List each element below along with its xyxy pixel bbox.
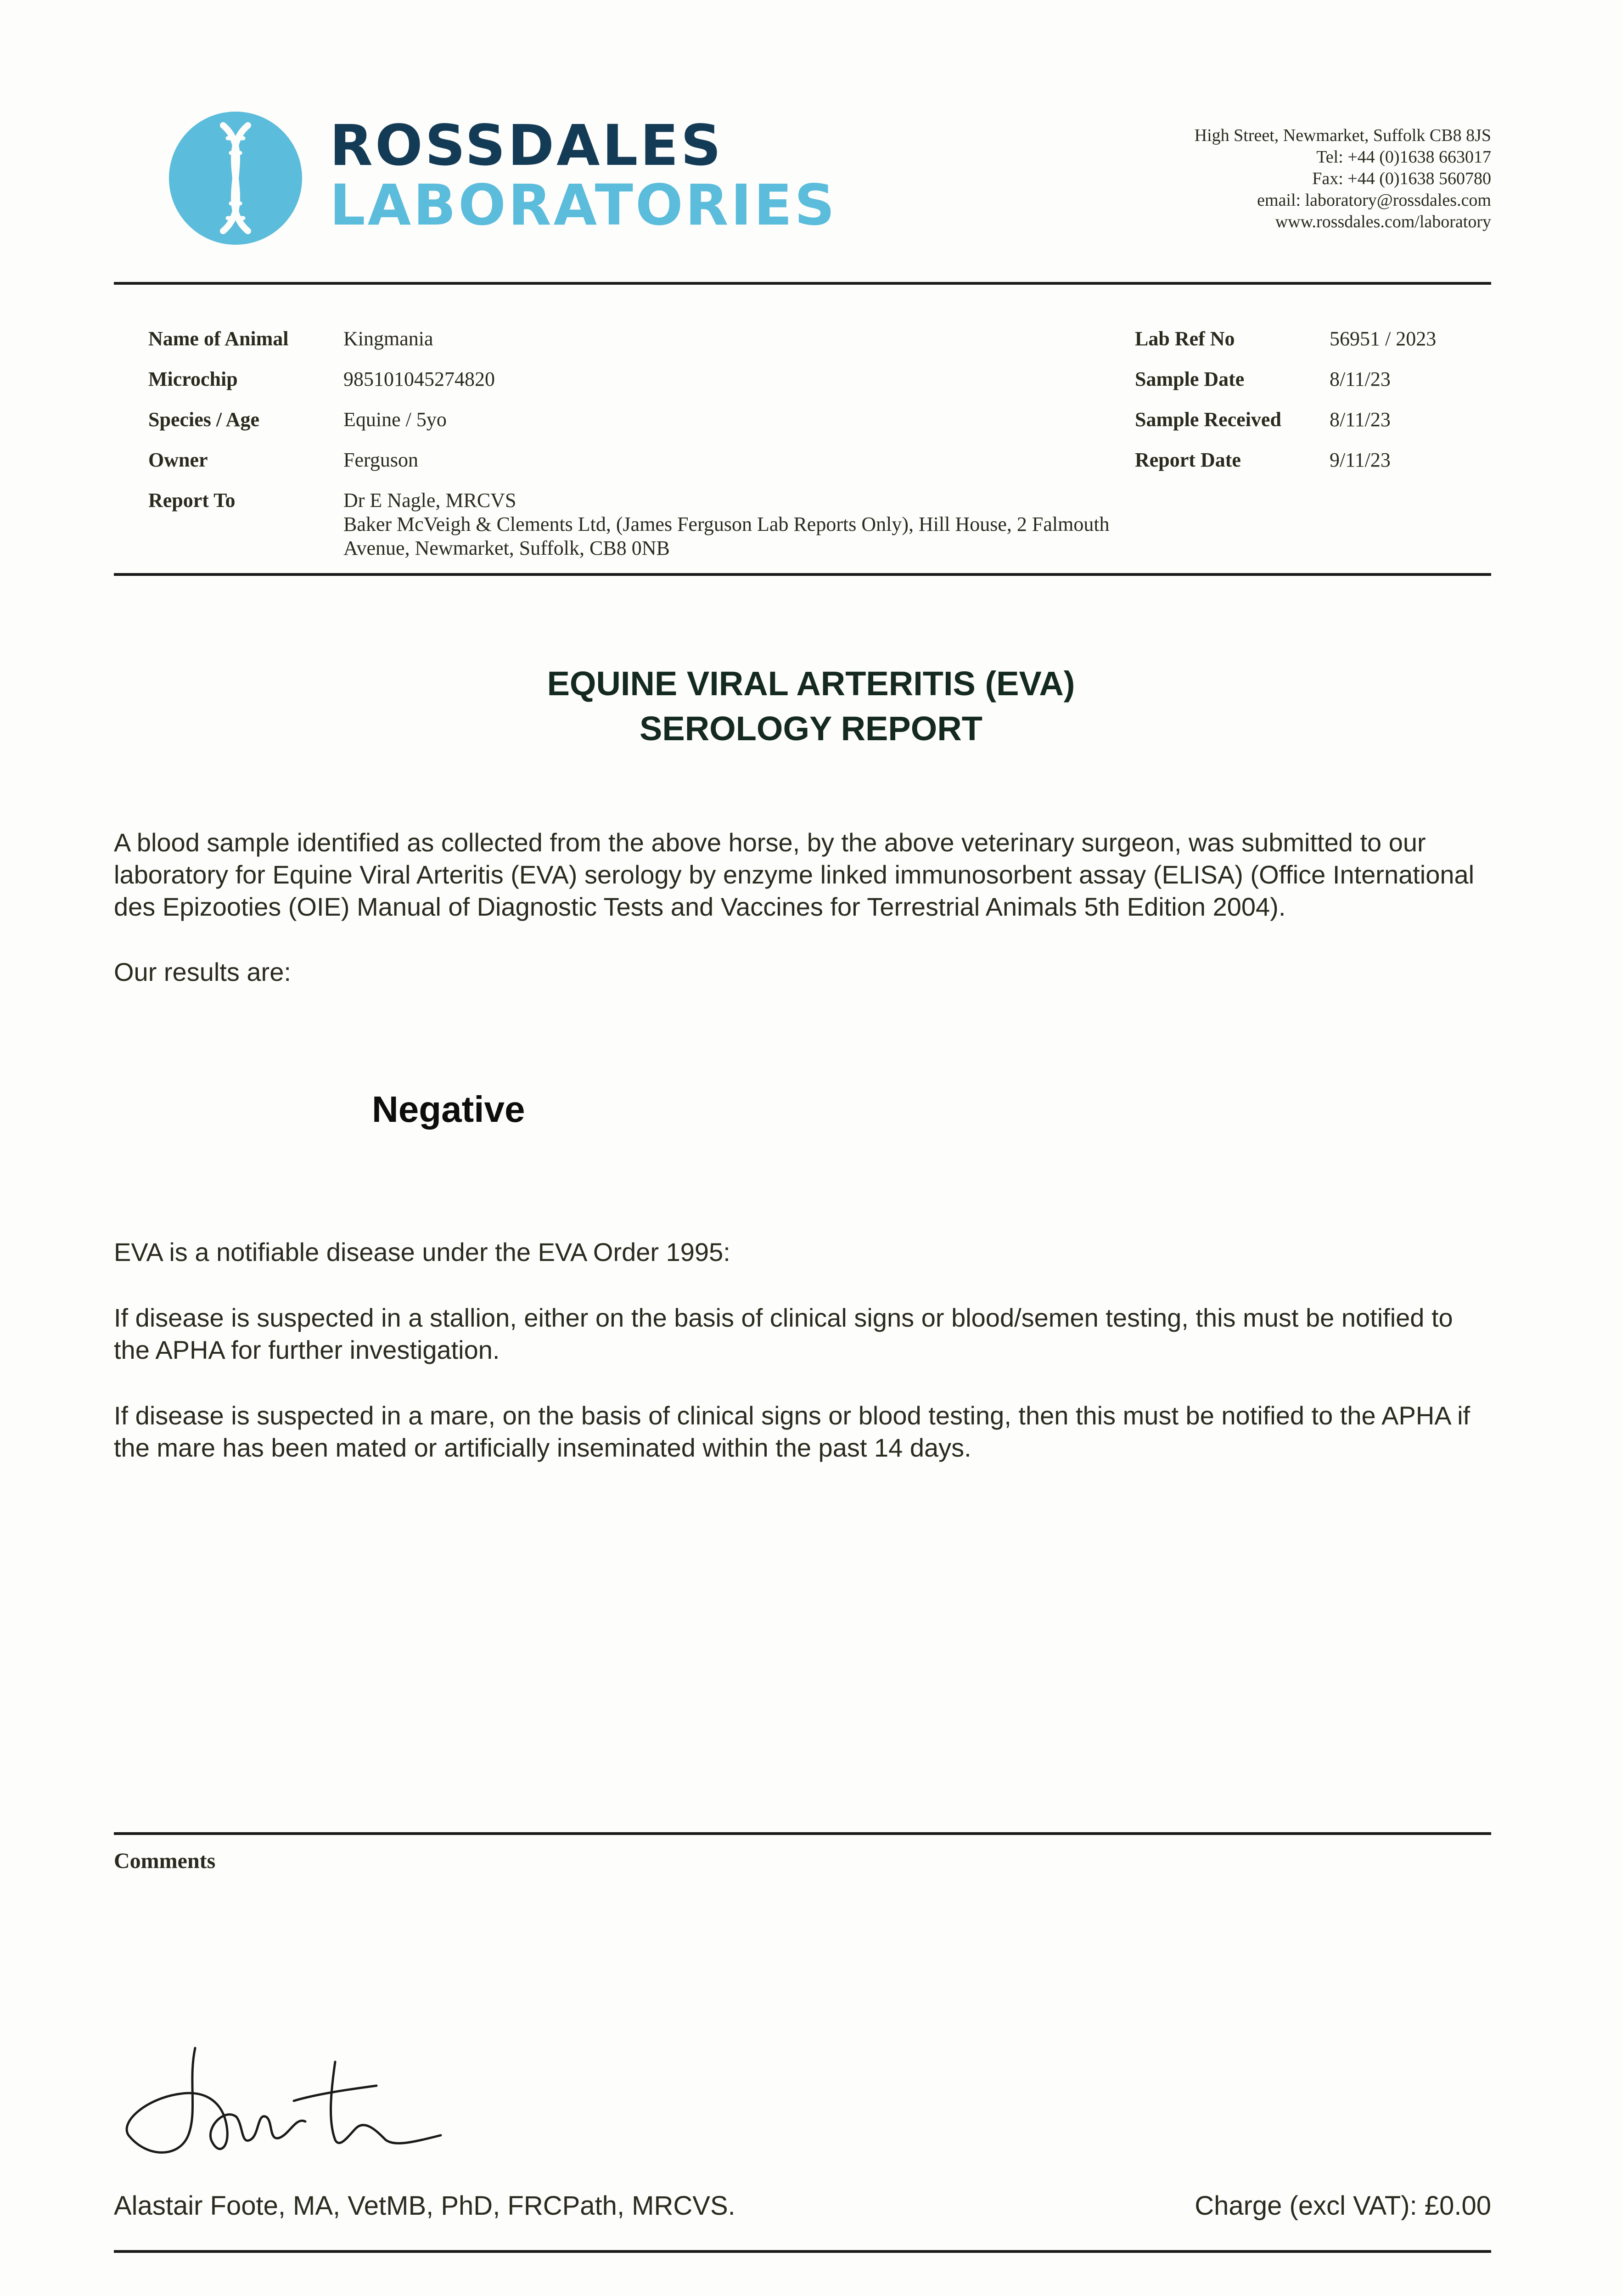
divider: [114, 2250, 1491, 2253]
intro-paragraph: A blood sample identified as collected from the above horse, by the above veterinary surgeon, was submitted to our laboratory for Equine Viral Arteritis (EVA) serology by enzyme linked immunosorbent assay (ELISA) (Office International des Epizooties (OIE) Manual of Diagnostic Tests and Vaccines for Terrestrial Animals 5th Edition 2004).: [114, 828, 1475, 921]
label-report-to: Report To: [148, 489, 236, 512]
brand-name: ROSSDALES: [330, 113, 724, 178]
report-title: EQUINE VIRAL ARTERITIS (EVA): [547, 664, 1075, 703]
report-subtitle: SEROLOGY REPORT: [640, 709, 982, 748]
contact-block: [1195, 125, 1491, 233]
value-report-to-address: Baker McVeigh & Clements Ltd, (James Ferguson Lab Reports Only), Hill House, 2 Falmouth Avenue, Newmarket, Suffolk, CB8 0NB: [343, 513, 1110, 559]
signature: [119, 2043, 477, 2172]
label-owner: Owner: [148, 449, 208, 471]
label-microchip: Microchip: [148, 368, 238, 390]
label-name-of-animal: Name of Animal: [148, 327, 289, 350]
results-intro: Our results are:: [114, 957, 291, 986]
value-lab-ref: 56951 / 2023: [1330, 327, 1437, 350]
mare-notice: If disease is suspected in a mare, on the basis of clinical signs or blood testing, then this must be notified to the APHA if the mare has been mated or artificially inseminated within the past 14 days.: [114, 1401, 1470, 1462]
value-report-date: 9/11/23: [1330, 449, 1391, 471]
signer-name: Alastair Foote, MA, VetMB, PhD, FRCPath, MRCVS.: [114, 2191, 735, 2221]
lab-fax: Fax: +44 (0)1638 560780: [1312, 169, 1491, 188]
value-sample-received: 8/11/23: [1330, 408, 1391, 431]
lab-tel: Tel: +44 (0)1638 663017: [1316, 147, 1491, 167]
value-species-age: Equine / 5yo: [343, 408, 447, 431]
comments-label: Comments: [114, 1849, 216, 1873]
lab-email: email: laboratory@rossdales.com: [1257, 191, 1491, 210]
label-sample-date: Sample Date: [1135, 368, 1245, 390]
notifiable-statement: EVA is a notifiable disease under the EVA Order 1995:: [114, 1238, 730, 1266]
label-sample-received: Sample Received: [1135, 408, 1281, 431]
charge-amount: Charge (excl VAT): £0.00: [1195, 2191, 1491, 2221]
brand-subname: LABORATORIES: [330, 173, 837, 238]
value-owner: Ferguson: [343, 449, 418, 471]
divider: [114, 1832, 1491, 1835]
test-result: Negative: [372, 1089, 525, 1130]
value-sample-date: 8/11/23: [1330, 368, 1391, 390]
stallion-notice: If disease is suspected in a stallion, either on the basis of clinical signs or blood/semen testing, this must be notified to the APHA for further investigation.: [114, 1303, 1453, 1364]
value-name-of-animal: Kingmania: [343, 327, 433, 350]
divider: [114, 282, 1491, 285]
lab-address: High Street, Newmarket, Suffolk CB8 8JS: [1194, 126, 1491, 145]
label-species-age: Species / Age: [148, 408, 259, 431]
value-report-to-vet: Dr E Nagle, MRCVS: [343, 489, 516, 512]
dna-helix-icon: [169, 112, 302, 245]
value-microchip: 985101045274820: [343, 368, 495, 390]
label-lab-ref: Lab Ref No: [1135, 327, 1235, 350]
divider: [114, 573, 1491, 576]
label-report-date: Report Date: [1135, 449, 1241, 471]
lab-website: www.rossdales.com/laboratory: [1275, 212, 1491, 231]
